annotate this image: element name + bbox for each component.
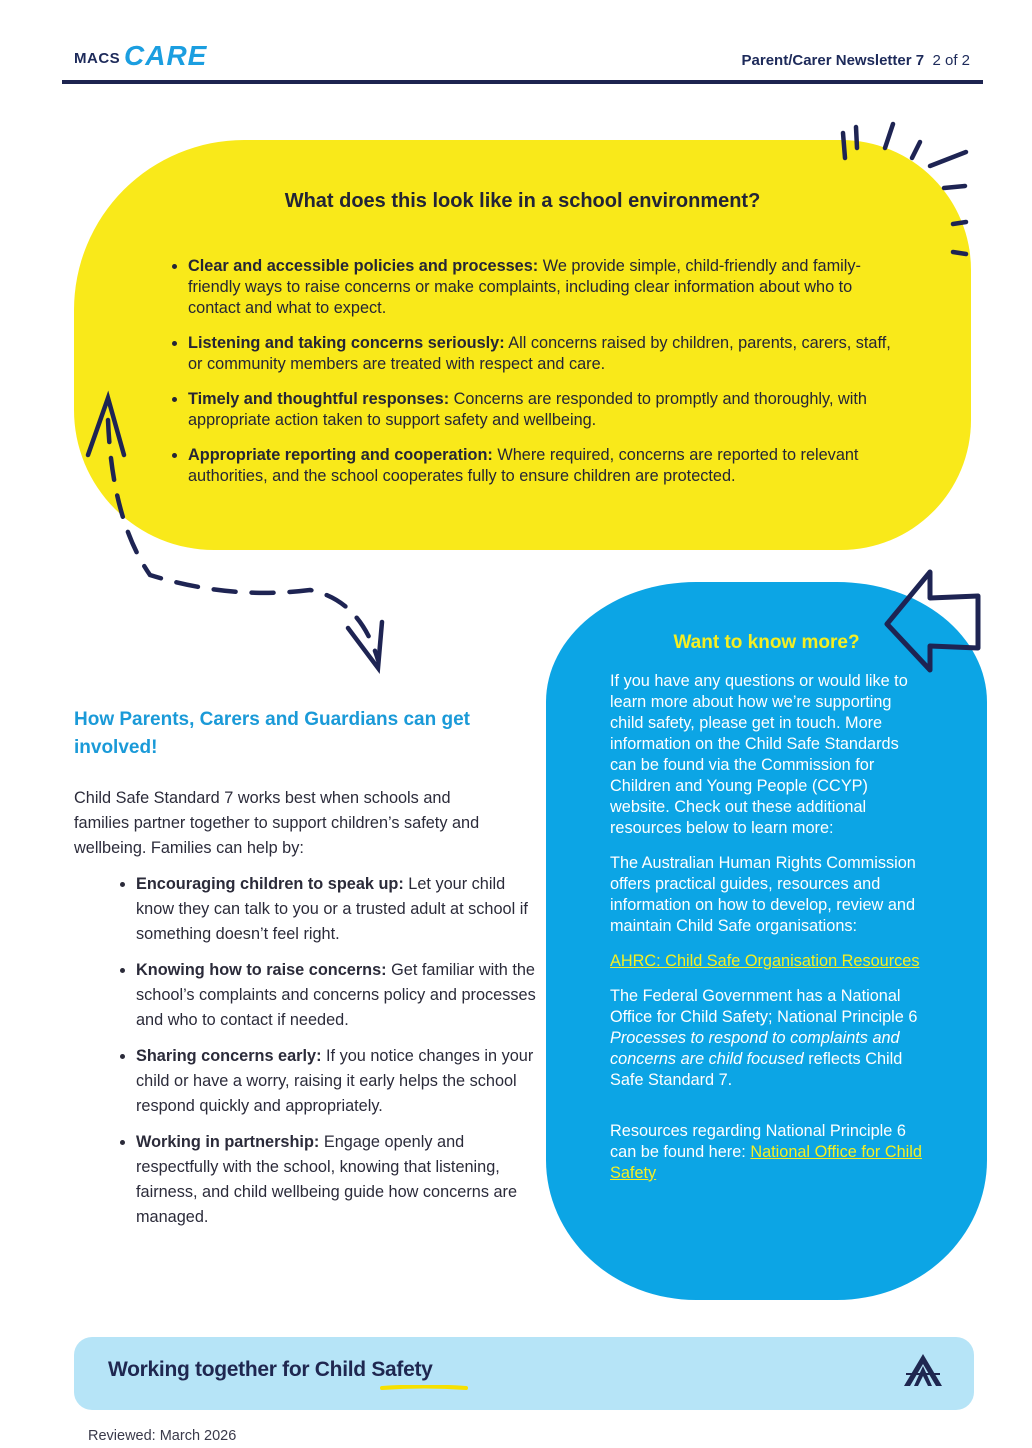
- header-divider: [62, 80, 983, 84]
- principle-6-title: Processes to respond to complaints and concerns are child focused: [610, 1029, 900, 1068]
- school-environment-heading: What does this look like in a school environment?: [284, 190, 761, 212]
- list-item: [136, 1044, 536, 1119]
- newsletter-title: Parent/Carer Newsletter 7: [741, 52, 925, 69]
- national-office-link[interactable]: National Office for Child Safety: [610, 1143, 922, 1182]
- item-text: Where required, concerns are reported to relevant authorities, and the school cooperates fully to ensure children are protected.: [188, 446, 859, 485]
- sun-ray-icon: [930, 152, 966, 166]
- item-bold-label: Listening and taking concerns seriously:: [188, 334, 505, 352]
- school-environment-panel: [74, 140, 971, 550]
- more-text: Resources regarding National Principle 6 can be found here:: [610, 1122, 906, 1161]
- sun-ray-icon: [944, 186, 965, 188]
- sun-ray-icon: [912, 142, 920, 158]
- item-bold-label: Encouraging children to speak up:: [136, 875, 404, 893]
- item-bold-label: Working in partnership:: [136, 1133, 320, 1151]
- item-text: Concerns are responded to promptly and thoroughly, with appropriate action taken to support safety and wellbeing.: [188, 390, 867, 429]
- newsletter-header: [742, 52, 970, 69]
- more-paragraph: [610, 986, 928, 1091]
- list-item: [136, 872, 536, 947]
- list-item: [188, 389, 908, 431]
- more-paragraph: If you have any questions or would like to learn more about how we’re supporting child safety, please get in touch. More information on the Child Safe Standards can be found via the Commission for Children and Young People (CCYP) website. Check out these additional resources below to learn more:: [610, 672, 908, 837]
- list-item: [136, 1130, 536, 1230]
- reviewed-date: Reviewed: March 2026: [88, 1428, 237, 1444]
- more-paragraph: [610, 1121, 928, 1184]
- want-to-know-more-body: [610, 671, 928, 1198]
- more-paragraph: The Australian Human Rights Commission offers practical guides, resources and information on how to develop, review and maintain Child Safe organisations:: [610, 854, 916, 935]
- list-item: [136, 958, 536, 1033]
- macs-mountain-logo-icon: [900, 1352, 946, 1388]
- item-text: We provide simple, child-friendly and family-friendly ways to raise concerns or make complaints, including clear information about who to contact and what to expect.: [188, 257, 861, 317]
- page-indicator: 2 of 2: [932, 52, 970, 69]
- more-text: The Federal Government has a National Office for Child Safety; National Principle 6: [610, 987, 918, 1026]
- get-involved-intro: Child Safe Standard 7 works best when schools and families partner together to support children’s safety and wellbeing. Families can help by:: [74, 789, 480, 857]
- get-involved-list: [110, 872, 536, 1241]
- tagline-underline-icon: [380, 1385, 468, 1390]
- item-text: If you notice changes in your child or have a worry, raising it early helps the school respond quickly and appropriately.: [136, 1047, 534, 1115]
- more-text: reflects Child Safe Standard 7.: [610, 1050, 903, 1089]
- item-bold-label: Knowing how to raise concerns:: [136, 961, 387, 979]
- list-item: [188, 445, 908, 487]
- item-text: Let your child know they can talk to you or a trusted adult at school if something doesn’t feel right.: [136, 875, 528, 943]
- item-bold-label: Sharing concerns early:: [136, 1047, 322, 1065]
- school-environment-list: [162, 256, 908, 501]
- list-item: [188, 333, 908, 375]
- item-text: All concerns raised by children, parents, carers, staff, or community members are treated with respect and care.: [188, 334, 891, 373]
- logo-macs-text: MACS: [74, 50, 121, 67]
- want-to-know-more-heading: Want to know more?: [673, 632, 860, 653]
- item-text: Engage openly and respectfully with the school, knowing that listening, fairness, and child wellbeing guide how concerns are managed.: [136, 1133, 518, 1226]
- item-bold-label: Clear and accessible policies and processes:: [188, 257, 539, 275]
- logo-care-text: CARE: [124, 40, 208, 71]
- sun-ray-icon: [885, 124, 893, 148]
- item-bold-label: Timely and thoughtful responses:: [188, 390, 450, 408]
- get-involved-heading: How Parents, Carers and Guardians can get involved!: [74, 709, 470, 758]
- list-item: [188, 256, 908, 319]
- ahrc-resources-link[interactable]: AHRC: Child Safe Organisation Resources: [610, 952, 920, 970]
- footer-tagline: Working together for Child Safety: [108, 1358, 433, 1381]
- item-bold-label: Appropriate reporting and cooperation:: [188, 446, 493, 464]
- item-text: Get familiar with the school’s complaints and concerns policy and processes and who to contact if needed.: [136, 961, 536, 1029]
